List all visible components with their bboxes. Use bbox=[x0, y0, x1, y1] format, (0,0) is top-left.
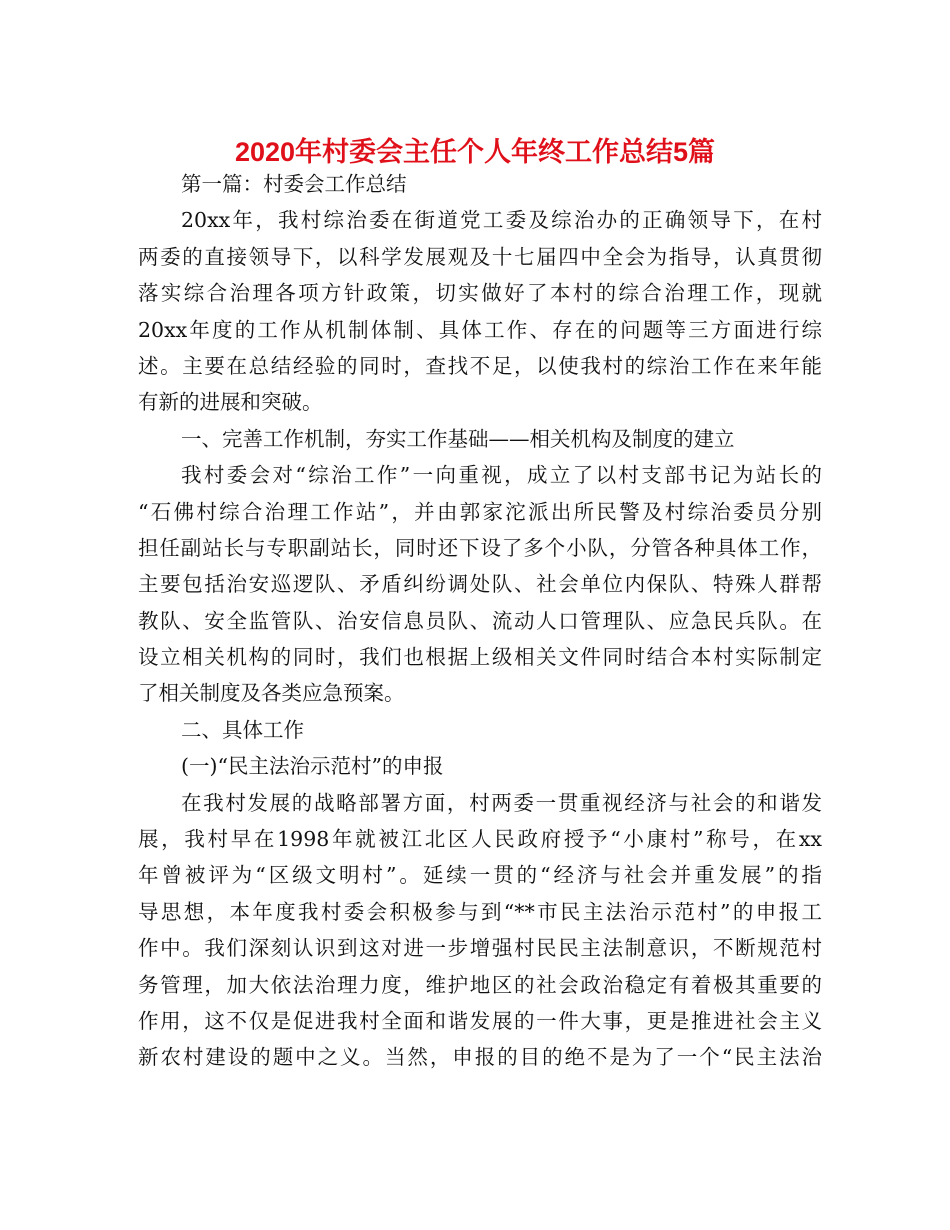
paragraph-line: 务管理，加大依法治理力度，维护地区的社会政治稳定有着极其重要的 bbox=[138, 972, 822, 997]
document-body bbox=[138, 166, 822, 1076]
paragraph-line: 有新的进展和突破。 bbox=[138, 390, 323, 415]
paragraph-line: 一、完善工作机制，夯实工作基础——相关机构及制度的建立 bbox=[181, 426, 735, 451]
paragraph-line: 第一篇：村委会工作总结 bbox=[181, 172, 407, 196]
paragraph-line: 展，我村早在1998年就被江北区人民政府授予“小康村”称号，在xx bbox=[138, 827, 822, 852]
paragraph-line: 主要包括治安巡逻队、矛盾纠纷调处队、社会单位内保队、特殊人群帮 bbox=[138, 572, 822, 597]
paragraph-line: 我村委会对“综治工作”一向重视，成立了以村支部书记为站长的 bbox=[181, 463, 822, 488]
paragraph-line: (一)“民主法治示范村”的申报 bbox=[181, 754, 444, 779]
paragraph-line: 设立相关机构的同时，我们也根据上级相关文件同时结合本村实际制定 bbox=[138, 645, 822, 670]
paragraph-line: 新农村建设的题中之义。当然，申报的目的绝不是为了一个“民主法治 bbox=[138, 1045, 822, 1070]
paragraph-line: 二、具体工作 bbox=[181, 717, 304, 742]
paragraph-line: 担任副站长与专职副站长，同时还下设了多个小队，分管各种具体工作， bbox=[138, 535, 822, 560]
paragraph-line: “石佛村综合治理工作站”，并由郭家沱派出所民警及村综治委员分别 bbox=[138, 499, 822, 524]
paragraph-line: 导思想，本年度我村委会积极参与到“**市民主法治示范村”的申报工 bbox=[138, 899, 822, 924]
paragraph-line: 20xx年，我村综治委在街道党工委及综治办的正确领导下，在村 bbox=[181, 208, 822, 233]
paragraph-line: 了相关制度及各类应急预案。 bbox=[138, 681, 405, 706]
document-title: 2020年村委会主任个人年终工作总结5篇 bbox=[234, 137, 716, 167]
paragraph-line: 作中。我们深刻认识到这对进一步增强村民民主法制意识，不断规范村 bbox=[138, 936, 822, 961]
paragraph-line: 作用，这不仅是促进我村全面和谐发展的一件大事，更是推进社会主义 bbox=[138, 1008, 822, 1033]
paragraph-line: 落实综合治理各项方针政策，切实做好了本村的综合治理工作，现就 bbox=[138, 281, 822, 306]
paragraph-line: 两委的直接领导下，以科学发展观及十七届四中全会为指导，认真贯彻 bbox=[138, 244, 822, 269]
paragraph-line: 年曾被评为“区级文明村”。延续一贯的“经济与社会并重发展”的指 bbox=[138, 863, 822, 888]
paragraph-line: 教队、安全监管队、治安信息员队、流动人口管理队、应急民兵队。在 bbox=[138, 608, 822, 633]
paragraph-line: 在我村发展的战略部署方面，村两委一贯重视经济与社会的和谐发 bbox=[181, 790, 822, 815]
paragraph-line: 述。主要在总结经验的同时，查找不足，以使我村的综治工作在来年能 bbox=[138, 353, 822, 378]
paragraph-line: 20xx年度的工作从机制体制、具体工作、存在的问题等三方面进行综 bbox=[138, 317, 822, 342]
